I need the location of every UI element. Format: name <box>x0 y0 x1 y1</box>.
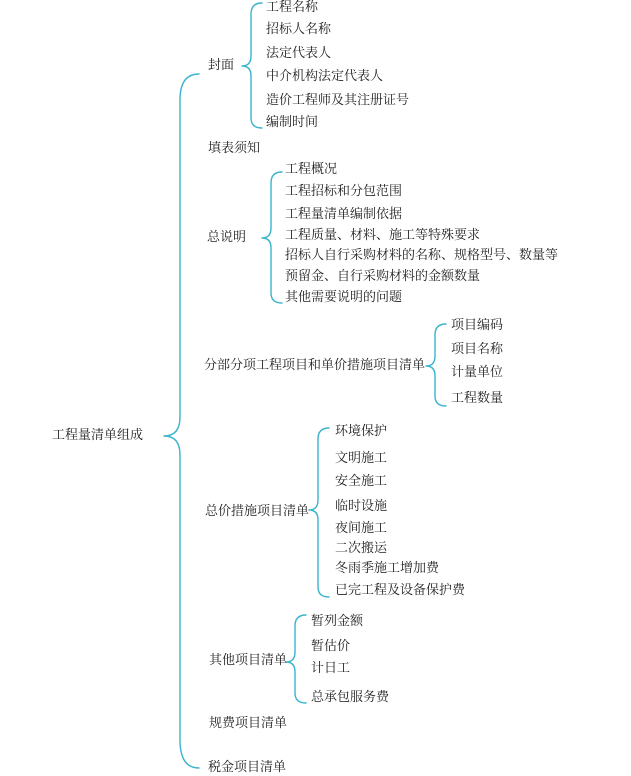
list-item: 工程概况 <box>285 162 338 177</box>
list-item: 夜间施工 <box>335 521 388 536</box>
list-item: 冬雨季施工增加费 <box>335 561 440 576</box>
section-fees-list: 规费项目清单 <box>209 716 288 731</box>
section-unit-price-list: 分部分项工程项目和单价措施项目清单 <box>204 358 426 373</box>
bracket-cover <box>242 3 262 128</box>
list-item: 造价工程师及其注册证号 <box>266 93 410 108</box>
list-item: 计量单位 <box>451 365 504 380</box>
list-item: 编制时间 <box>266 115 319 130</box>
bracket-general-notes <box>262 172 282 303</box>
list-item: 工程招标和分包范围 <box>285 184 403 199</box>
section-tax-list: 税金项目清单 <box>208 760 287 775</box>
list-item: 二次搬运 <box>335 541 388 556</box>
list-item: 项目名称 <box>451 342 504 357</box>
list-item: 总承包服务费 <box>311 690 390 705</box>
list-item: 中介机构法定代表人 <box>266 69 384 84</box>
list-item: 暂列金额 <box>311 614 364 629</box>
root-title: 工程量清单组成 <box>52 428 144 443</box>
bracket-other-list <box>286 615 306 703</box>
list-item: 项目编码 <box>451 318 504 333</box>
list-item: 其他需要说明的问题 <box>285 290 403 305</box>
list-item: 计日工 <box>311 661 351 676</box>
list-item: 已完工程及设备保护费 <box>335 583 466 598</box>
list-item: 法定代表人 <box>266 46 332 61</box>
list-item: 工程名称 <box>266 0 319 15</box>
list-item: 临时设施 <box>335 499 388 514</box>
list-item: 暂估价 <box>311 639 351 654</box>
list-item: 招标人自行采购材料的名称、规格型号、数量等 <box>285 248 559 263</box>
section-lump-sum-list: 总价措施项目清单 <box>205 504 310 519</box>
bracket-lump-sum-list <box>309 428 329 597</box>
list-item: 工程量清单编制依据 <box>285 207 403 222</box>
section-cover: 封面 <box>208 58 235 73</box>
list-item: 环境保护 <box>335 424 388 439</box>
list-item: 预留金、自行采购材料的金额数量 <box>285 269 481 284</box>
section-instructions: 填表须知 <box>208 141 261 156</box>
list-item: 文明施工 <box>335 451 388 466</box>
section-other-list: 其他项目清单 <box>209 653 288 668</box>
bracket-unit-price-list <box>426 324 446 406</box>
list-item: 安全施工 <box>335 474 388 489</box>
list-item: 招标人名称 <box>266 22 332 37</box>
list-item: 工程质量、材料、施工等特殊要求 <box>285 228 481 243</box>
list-item: 工程数量 <box>451 391 504 406</box>
root-bracket <box>164 74 199 768</box>
section-general-notes: 总说明 <box>207 230 247 245</box>
